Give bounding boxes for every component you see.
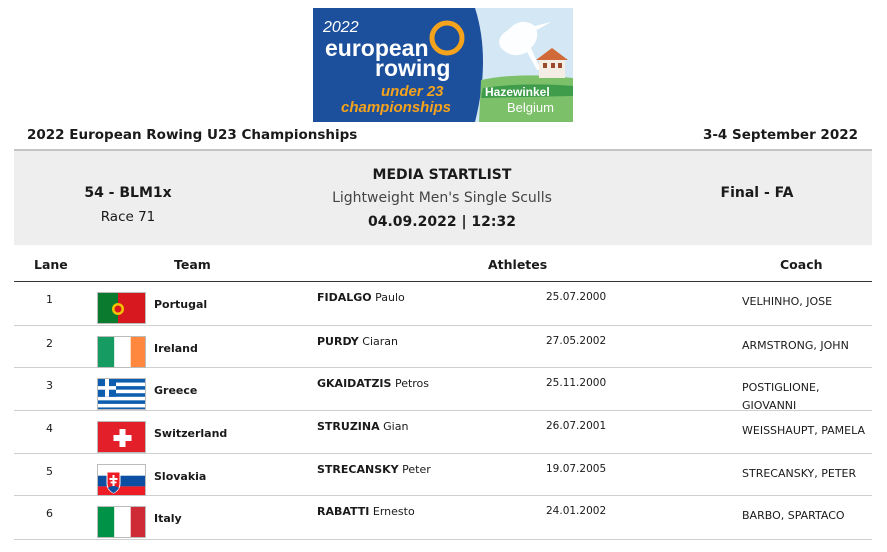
athlete-name	[317, 420, 408, 433]
athlete-name	[317, 463, 431, 476]
column-header-athletes: Athletes	[488, 257, 548, 272]
team-name: Greece	[154, 384, 198, 397]
coach-name: VELHINHO, JOSE	[742, 295, 833, 308]
championship-logo	[313, 8, 573, 122]
athlete-name	[317, 335, 398, 348]
athlete-surname: STRUZINA	[317, 420, 380, 433]
ireland-flag-icon	[97, 336, 146, 368]
greece-flag-icon	[97, 378, 146, 410]
athlete-birthdate: 25.07.2000	[546, 291, 607, 303]
athlete-given-name: Gian	[383, 420, 409, 433]
portugal-flag-icon	[97, 292, 146, 324]
athlete-given-name: Ciaran	[362, 335, 398, 348]
championship-title: 2022 European Rowing U23 Championships	[27, 127, 358, 143]
race-number: Race 71	[100, 209, 156, 225]
event-name: Lightweight Men's Single Sculls	[332, 190, 552, 206]
logo-line2: rowing	[375, 55, 451, 81]
team-name: Portugal	[154, 298, 208, 311]
team-name: Slovakia	[154, 470, 207, 483]
coach-name: BARBO, SPARTACO	[742, 509, 845, 522]
lane-number: 3	[46, 379, 53, 392]
athlete-given-name: Ernesto	[372, 505, 415, 518]
lane-number: 6	[46, 507, 53, 520]
startlist-table	[14, 250, 872, 540]
athlete-surname: STRECANSKY	[317, 463, 399, 476]
table-row	[14, 411, 872, 454]
logo-country: Belgium	[507, 100, 554, 115]
championship-dates: 3-4 September 2022	[702, 127, 858, 143]
athlete-birthdate: 24.01.2002	[546, 505, 607, 517]
title-bar	[14, 125, 872, 145]
athlete-surname: FIDALGO	[317, 291, 372, 304]
athlete-given-name: Peter	[402, 463, 431, 476]
athlete-given-name: Paulo	[375, 291, 405, 304]
athlete-birthdate: 27.05.2002	[546, 335, 607, 347]
athlete-surname: GKAIDATZIS	[317, 377, 392, 390]
race-datetime: 04.09.2022 | 12:32	[368, 214, 516, 230]
event-header	[14, 149, 872, 245]
athlete-surname: PURDY	[317, 335, 359, 348]
lane-number: 4	[46, 422, 53, 435]
lane-number: 2	[46, 337, 53, 350]
athlete-surname: RABATTI	[317, 505, 370, 518]
event-code: 54 - BLM1x	[84, 185, 172, 201]
race-phase: Final - FA	[720, 185, 794, 201]
logo-year: 2022	[323, 19, 359, 36]
lane-number: 5	[46, 465, 53, 478]
document-title: MEDIA STARTLIST	[372, 167, 512, 183]
athlete-name	[317, 291, 405, 304]
coach-name: POSTIGLIONE, GIOVANNI	[742, 381, 820, 412]
team-name: Italy	[154, 512, 182, 525]
coach-name: STRECANSKY, PETER	[742, 467, 857, 480]
coach-name: ARMSTRONG, JOHN	[742, 339, 849, 352]
athlete-name	[317, 377, 429, 390]
logo-line4: championships	[341, 99, 452, 116]
column-header-lane: Lane	[34, 257, 68, 272]
table-row	[14, 496, 872, 540]
logo-venue: Hazewinkel	[485, 85, 550, 99]
lane-number: 1	[46, 293, 53, 306]
logo-line3: under 23	[381, 83, 444, 100]
slovakia-flag-icon	[97, 464, 146, 496]
team-name: Ireland	[154, 342, 198, 355]
table-row	[14, 454, 872, 496]
athlete-name	[317, 505, 415, 518]
athlete-birthdate: 25.11.2000	[546, 377, 607, 389]
column-header-coach: Coach	[780, 257, 823, 272]
italy-flag-icon	[97, 506, 146, 538]
athlete-given-name: Petros	[394, 377, 430, 390]
logo-line1: european	[325, 35, 429, 61]
table-row	[14, 368, 872, 411]
table-header	[14, 250, 872, 282]
athlete-birthdate: 19.07.2005	[546, 463, 607, 475]
table-row	[14, 326, 872, 368]
column-header-team: Team	[174, 257, 211, 272]
team-name: Switzerland	[154, 427, 228, 440]
switzerland-flag-icon	[97, 421, 146, 453]
table-row	[14, 282, 872, 326]
coach-name: WEISSHAUPT, PAMELA	[742, 424, 866, 437]
athlete-birthdate: 26.07.2001	[546, 420, 607, 432]
